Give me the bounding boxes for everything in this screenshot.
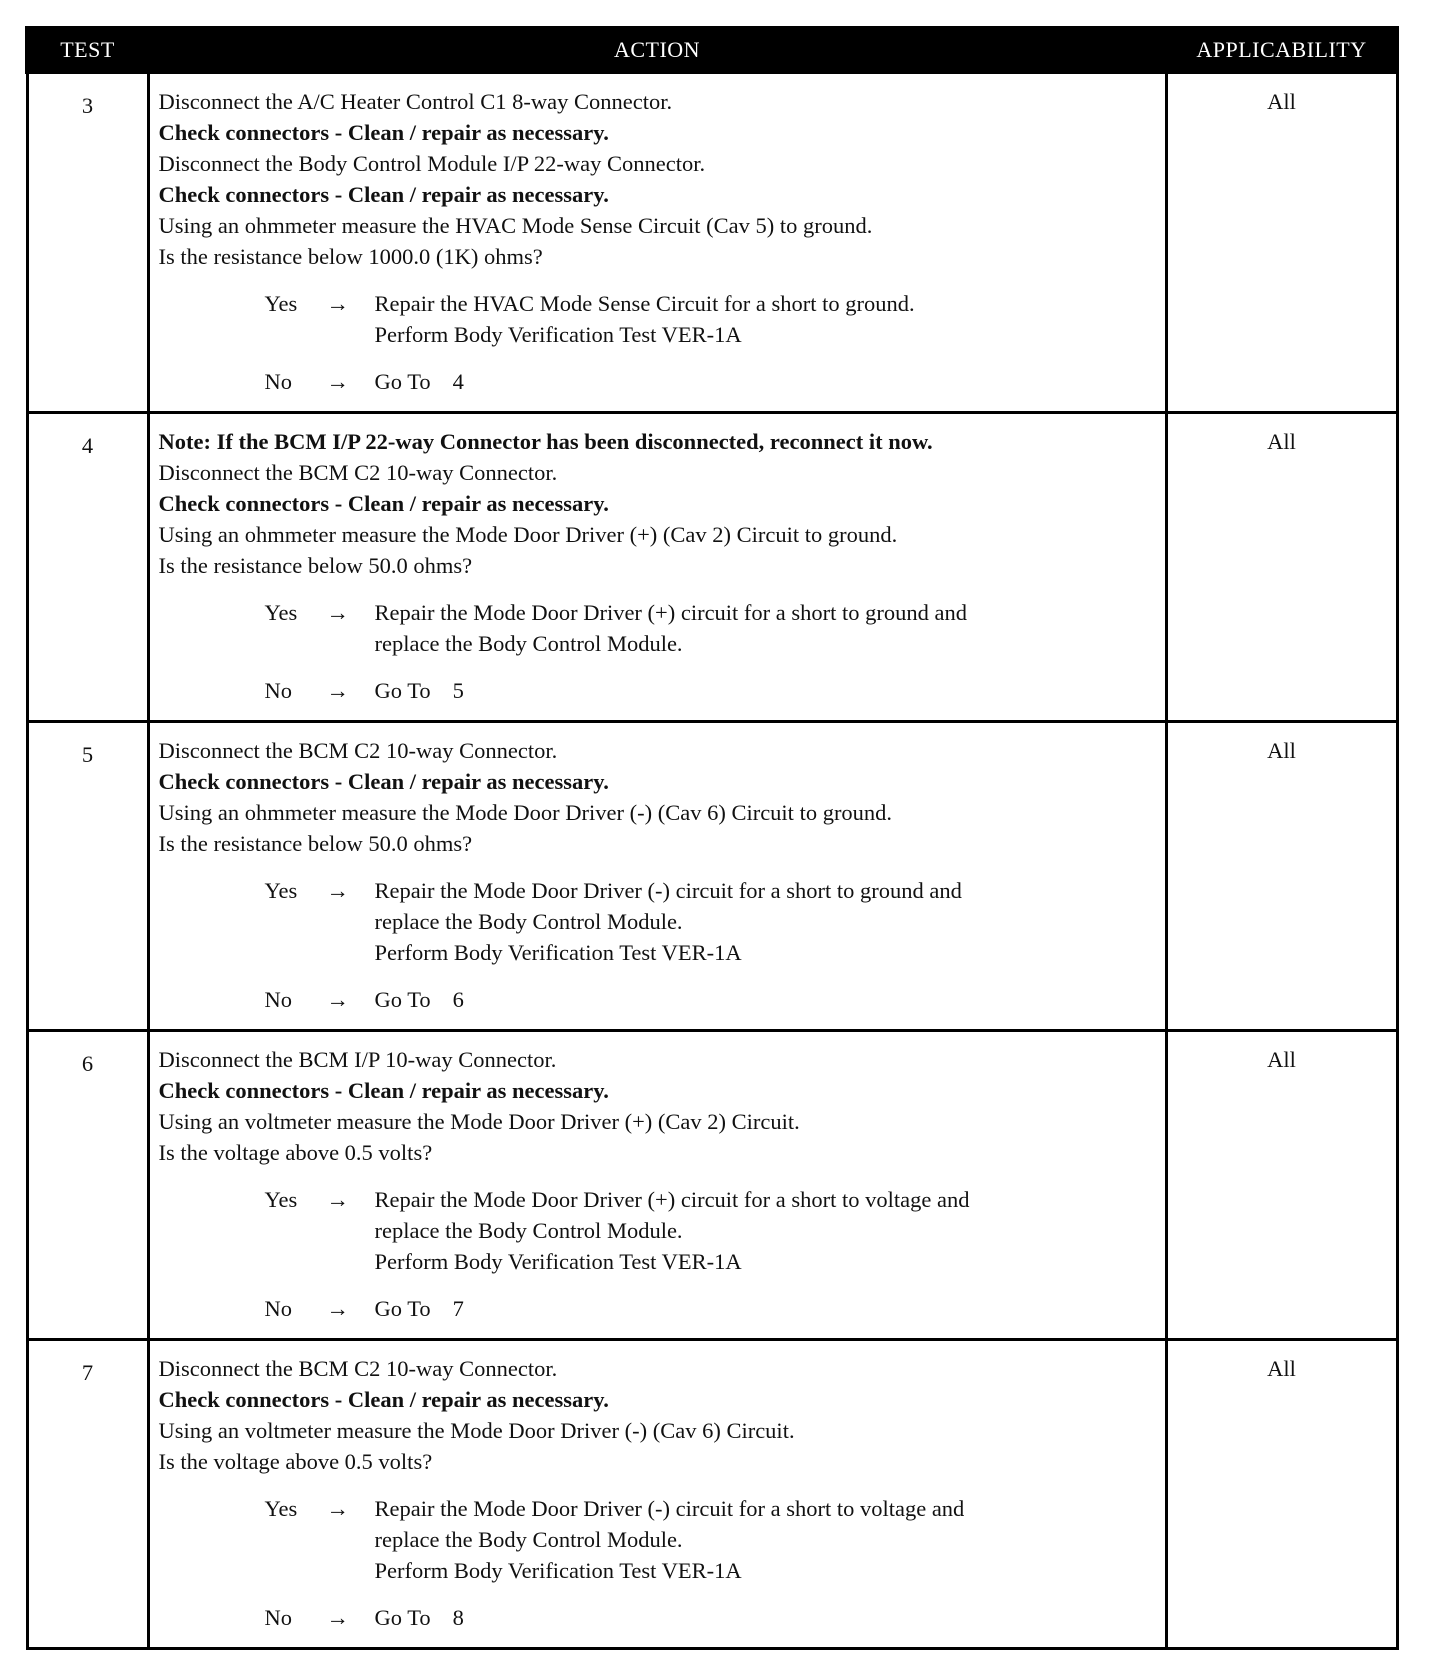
goto-test-number: 5 [452,678,464,703]
goto-reference [375,675,1159,706]
test-number: 4 [27,413,148,722]
yes-action-line: Repair the Mode Door Driver (+) circuit for a short to ground and [374,600,968,625]
right-arrow-icon: → [326,878,349,903]
goto-label: Go To [374,1605,431,1630]
no-label: No [264,1605,292,1630]
no-label: No [264,1296,292,1321]
table-row [27,413,1397,722]
right-arrow-icon: → [326,291,349,316]
applicability-value: All [1166,1031,1397,1340]
action-instruction: Is the resistance below 1000.0 (1K) ohms? [158,244,543,269]
action-instruction: Using an voltmeter measure the Mode Door Driver (-) (Cav 6) Circuit. [158,1418,795,1443]
table-header-row [27,28,1397,72]
action-instruction-bold: Check connectors - Clean / repair as necessary. [158,120,609,145]
action-instruction-bold: Check connectors - Clean / repair as necessary. [158,491,609,516]
right-arrow-icon: → [326,369,349,394]
action-instruction-bold: Check connectors - Clean / repair as necessary. [158,1078,609,1103]
no-branch [265,366,1159,397]
right-arrow-icon: → [326,678,349,703]
right-arrow-icon: → [326,1496,349,1521]
result-branches [159,1493,1159,1633]
goto-test-number: 4 [452,369,464,394]
action-instruction-bold: Check connectors - Clean / repair as necessary. [158,1387,609,1412]
yes-branch [265,288,1159,350]
applicability-value: All [1166,1340,1397,1649]
yes-action-line: Repair the HVAC Mode Sense Circuit for a short to ground. [374,291,915,316]
result-branches [159,288,1159,397]
no-branch [265,1602,1159,1633]
goto-reference [375,1293,1159,1324]
yes-action-line: replace the Body Control Module. [374,909,683,934]
yes-action [375,1493,1159,1586]
applicability-value: All [1166,722,1397,1031]
result-branches [159,875,1159,1015]
yes-branch [265,597,1159,659]
action-cell [148,1340,1166,1649]
table-body [27,72,1397,1649]
action-instruction: Disconnect the BCM C2 10-way Connector. [158,1356,558,1381]
right-arrow-icon: → [326,987,349,1012]
applicability-value: All [1166,413,1397,722]
yes-action [375,875,1159,968]
action-instruction: Disconnect the Body Control Module I/P 22-way Connector. [158,151,706,176]
yes-action-line: replace the Body Control Module. [374,1527,683,1552]
action-instruction: Is the voltage above 0.5 volts? [158,1449,433,1474]
goto-test-number: 6 [452,987,464,1012]
yes-label: Yes [264,291,298,316]
result-branches [159,597,1159,706]
test-number: 5 [27,722,148,1031]
test-number: 6 [27,1031,148,1340]
goto-label: Go To [374,987,431,1012]
goto-label: Go To [374,369,431,394]
yes-action-line: replace the Body Control Module. [374,1218,683,1243]
header-applicability: APPLICABILITY [1166,28,1397,72]
header-action: ACTION [148,28,1166,72]
action-instruction: Is the resistance below 50.0 ohms? [158,831,473,856]
no-branch [265,675,1159,706]
right-arrow-icon: → [326,1605,349,1630]
no-branch [265,1293,1159,1324]
yes-branch [265,1184,1159,1277]
action-instruction: Using an ohmmeter measure the Mode Door Driver (-) (Cav 6) Circuit to ground. [158,800,893,825]
action-instruction-bold: Check connectors - Clean / repair as necessary. [158,182,609,207]
header-test: TEST [27,28,148,72]
no-label: No [264,678,292,703]
right-arrow-icon: → [326,600,349,625]
yes-action-line: Perform Body Verification Test VER-1A [374,1558,742,1583]
goto-label: Go To [374,1296,431,1321]
yes-action-line: replace the Body Control Module. [374,631,683,656]
yes-action-line: Perform Body Verification Test VER-1A [374,940,742,965]
table-row [27,722,1397,1031]
action-cell [148,1031,1166,1340]
yes-action-line: Repair the Mode Door Driver (-) circuit for a short to voltage and [374,1496,965,1521]
yes-branch [265,875,1159,968]
no-branch [265,984,1159,1015]
action-instruction: Disconnect the BCM C2 10-way Connector. [158,738,558,763]
yes-action [375,1184,1159,1277]
applicability-value: All [1166,72,1397,413]
table-row [27,1340,1397,1649]
yes-action [375,288,1159,350]
yes-label: Yes [264,1496,298,1521]
right-arrow-icon: → [326,1187,349,1212]
goto-test-number: 7 [452,1296,464,1321]
action-instruction-bold: Check connectors - Clean / repair as necessary. [158,769,609,794]
goto-reference [375,1602,1159,1633]
diagnostic-test-sheet [25,26,1395,1650]
yes-action-line: Repair the Mode Door Driver (-) circuit for a short to ground and [374,878,962,903]
action-instruction: Is the resistance below 50.0 ohms? [158,553,473,578]
action-instruction-bold: Note: If the BCM I/P 22-way Connector has been disconnected, reconnect it now. [158,429,933,454]
yes-action [375,597,1159,659]
yes-action-line: Perform Body Verification Test VER-1A [374,1249,742,1274]
action-instruction: Using an voltmeter measure the Mode Door Driver (+) (Cav 2) Circuit. [158,1109,800,1134]
diagnostic-test-table [25,26,1399,1650]
action-cell [148,413,1166,722]
action-cell [148,72,1166,413]
yes-label: Yes [264,1187,298,1212]
table-row [27,72,1397,413]
yes-label: Yes [264,878,298,903]
goto-reference [375,984,1159,1015]
action-instruction: Disconnect the A/C Heater Control C1 8-way Connector. [158,89,673,114]
action-instruction: Disconnect the BCM I/P 10-way Connector. [158,1047,557,1072]
table-row [27,1031,1397,1340]
yes-action-line: Perform Body Verification Test VER-1A [374,322,742,347]
yes-action-line: Repair the Mode Door Driver (+) circuit for a short to voltage and [374,1187,970,1212]
action-instruction: Using an ohmmeter measure the HVAC Mode Sense Circuit (Cav 5) to ground. [158,213,873,238]
yes-branch [265,1493,1159,1586]
yes-label: Yes [264,600,298,625]
no-label: No [264,369,292,394]
action-cell [148,722,1166,1031]
action-instruction: Disconnect the BCM C2 10-way Connector. [158,460,558,485]
result-branches [159,1184,1159,1324]
test-number: 3 [27,72,148,413]
goto-reference [375,366,1159,397]
goto-label: Go To [374,678,431,703]
right-arrow-icon: → [326,1296,349,1321]
no-label: No [264,987,292,1012]
test-number: 7 [27,1340,148,1649]
action-instruction: Is the voltage above 0.5 volts? [158,1140,433,1165]
action-instruction: Using an ohmmeter measure the Mode Door Driver (+) (Cav 2) Circuit to ground. [158,522,898,547]
goto-test-number: 8 [452,1605,464,1630]
